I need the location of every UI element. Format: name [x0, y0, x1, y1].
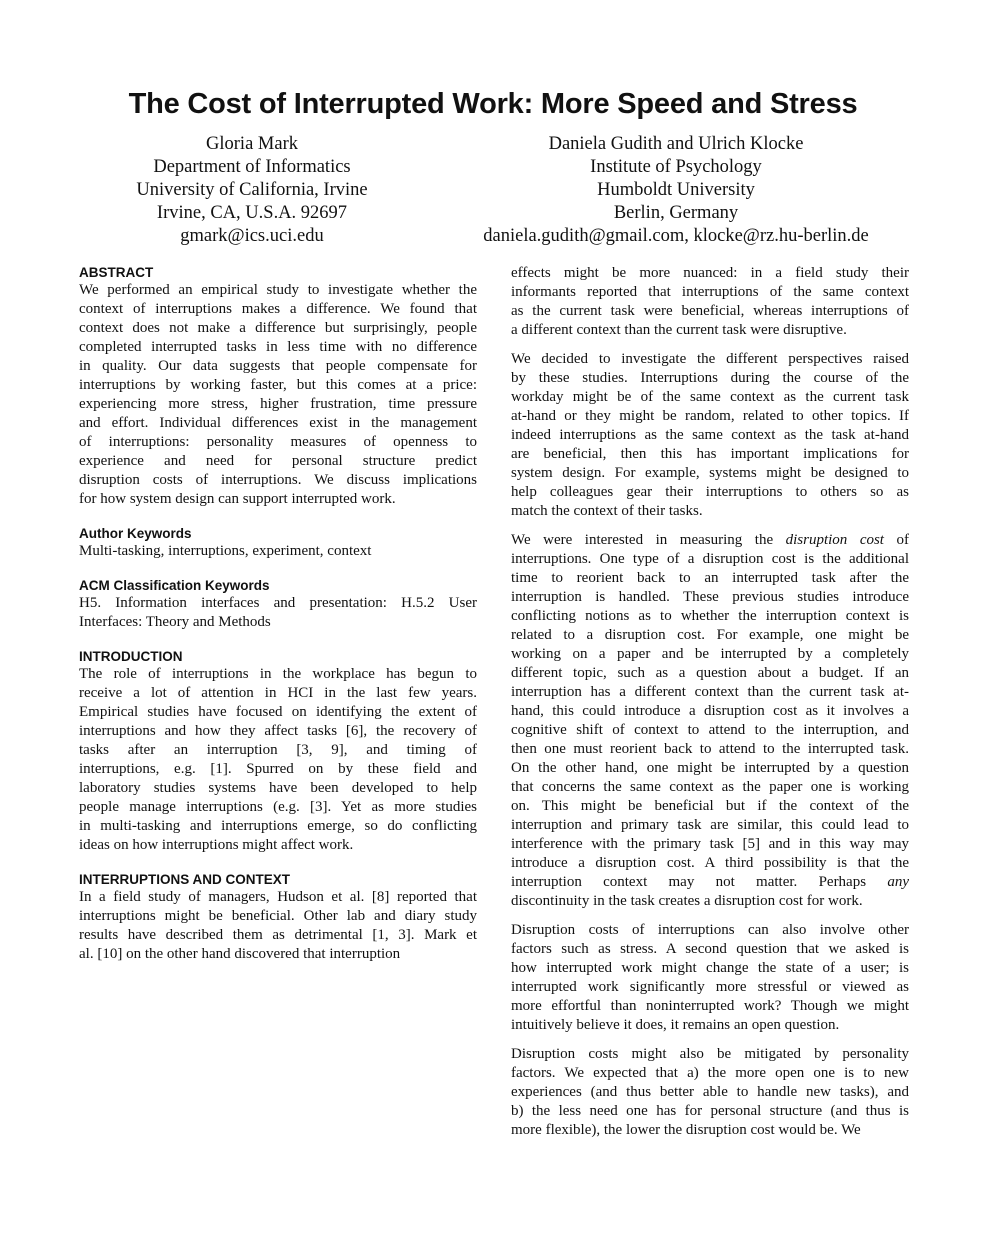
author-block-1	[102, 133, 402, 248]
text-line: disruption costs of interruptions. We discuss implications	[79, 472, 477, 488]
paper-title: The Cost of Interrupted Work: More Speed and Stress	[128, 88, 858, 120]
text-line: interruptions and how they affect tasks [6], the recovery of	[79, 723, 477, 739]
text-line: Interfaces: Theory and Methods	[79, 614, 271, 630]
section-heading: ABSTRACT	[79, 265, 154, 280]
text-line: that concerns the same context as the paper one is working	[511, 779, 909, 795]
text-line: Disruption costs of interruptions can also involve other	[511, 922, 909, 938]
text-line: a different context than the current task were disruptive.	[511, 322, 847, 338]
text-line: in multi-tasking and interruptions emerge, so do conflicting	[79, 818, 477, 834]
text-line: for how system design can support interrupted work.	[79, 491, 396, 507]
section-body	[79, 665, 477, 855]
text-line: indeed interruptions as the same context as the task at-hand	[511, 427, 909, 443]
section-heading: Author Keywords	[79, 526, 192, 541]
author-location: Berlin, Germany	[613, 203, 739, 223]
section-body	[79, 888, 477, 964]
text-line: time to reorient back to an interrupted task after the	[511, 570, 909, 586]
text-line: of interruptions: personality measures of openness to	[79, 434, 477, 450]
text-line: hand, this could introduce a disruption cost as it involves a	[511, 703, 909, 719]
text-line: interruptions might be beneficial. Other lab and diary study	[79, 908, 477, 924]
text-line: interruptions by working faster, but this comes at a price:	[79, 377, 477, 393]
text-line: working on a paper and be interrupted by a completely	[511, 646, 909, 662]
author-department: Institute of Psychology	[590, 157, 762, 177]
text-line: Disruption costs might also be mitigated by personality	[511, 1046, 909, 1062]
text-line: context does not make a difference but surprisingly, people	[79, 320, 477, 336]
text-line: informants reported that interruptions of the same context	[511, 284, 909, 300]
section-body	[79, 594, 477, 632]
text-line: results have described them as detrimental [1, 3]. Mark et	[79, 927, 477, 943]
text-line: workday might be of the same context as the current task	[511, 389, 909, 405]
text-line: In a field study of managers, Hudson et al. [8] reported that	[79, 889, 477, 905]
text-line: context of interruptions makes a difference. We found that	[79, 301, 477, 317]
paragraph	[511, 921, 909, 1035]
text-line: experience and need for personal structure predict	[79, 453, 477, 469]
author-name: Daniela Gudith and Ulrich Klocke	[548, 134, 804, 154]
text-line: at-hand or they might be random, related to other topics. If	[511, 408, 909, 424]
text-line: interruptions, e.g. [1]. Spurred on by these field and	[79, 761, 477, 777]
text-line: intuitively believe it does, it remains an open question.	[511, 1017, 840, 1033]
text-line: We performed an empirical study to investigate whether the	[79, 282, 477, 298]
right-column	[511, 264, 909, 1150]
text-line: conflicting notions as to whether the interruption context is	[511, 608, 909, 624]
text-line: receive a lot of attention in HCI in the last few years.	[79, 685, 477, 701]
text-line: on. This might be beneficial but if the context of the	[511, 798, 909, 814]
text-line: H5. Information interfaces and presentation: H.5.2 User	[79, 595, 477, 611]
text-line: in quality. Our data suggests that people compensate for	[79, 358, 477, 374]
author-university: Humboldt University	[597, 180, 755, 200]
author-block-2	[456, 133, 896, 248]
text-line: interruption and primary task are similar, this could lead to	[511, 817, 909, 833]
section-heading: ACM Classification Keywords	[79, 578, 270, 593]
author-name: Gloria Mark	[206, 134, 298, 154]
text-line: factors such as stress. A second question that we asked is	[511, 941, 909, 957]
left-column	[79, 264, 477, 980]
text-line: ideas on how interruptions might affect work.	[79, 837, 354, 853]
text-line: interruption has a different context than the current task at-	[511, 684, 909, 700]
text-line: different topic, such as a question about a budget. If an	[511, 665, 909, 681]
text-line: system design. For example, systems might be designed to	[511, 465, 909, 481]
text-line: then one must reorient back to attend to the interrupted task.	[511, 741, 909, 757]
text-line: Multi-tasking, interruptions, experiment, context	[79, 543, 372, 559]
text-line: and effort. Individual differences exist in the management	[79, 415, 477, 431]
text-line: match the context of their tasks.	[511, 503, 703, 519]
text-line: discontinuity in the task creates a disruption cost for work.	[511, 893, 863, 909]
paragraph	[511, 531, 909, 911]
text-line: We were interested in measuring the disruption cost of	[511, 532, 909, 548]
text-line: al. [10] on the other hand discovered that interruption	[79, 946, 401, 962]
section-body	[79, 281, 477, 509]
text-line: people manage interruptions (e.g. [3]. Yet as more studies	[79, 799, 477, 815]
paragraph	[511, 1045, 909, 1140]
author-location: Irvine, CA, U.S.A. 92697	[156, 203, 348, 223]
text-line: tasks after an interruption [3, 9], and timing of	[79, 742, 477, 758]
section-heading: INTERRUPTIONS AND CONTEXT	[79, 872, 291, 887]
text-line: interruption is handled. These previous studies introduce	[511, 589, 909, 605]
text-line: are beneficial, then this has important implications for	[511, 446, 909, 462]
text-line: related to a disruption cost. For example, one might be	[511, 627, 909, 643]
author-email: daniela.gudith@gmail.com, klocke@rz.hu-berlin.de	[483, 226, 869, 246]
text-line: interruption context may not matter. Perhaps any	[511, 874, 909, 890]
text-line: b) the less need one has for personal structure (and thus is	[511, 1103, 909, 1119]
paragraph	[511, 350, 909, 521]
text-line: interrupted work significantly more stressful or viewed as	[511, 979, 909, 995]
text-line: effects might be more nuanced: in a field study their	[511, 265, 909, 281]
text-line: laboratory studies systems have been developed to help	[79, 780, 477, 796]
author-email: gmark@ics.uci.edu	[180, 226, 324, 246]
text-line: factors. We expected that a) the more open one is to new	[511, 1065, 909, 1081]
text-line: help colleagues gear their interruptions to others so as	[511, 484, 909, 500]
text-line: cognitive shift of context to attend to the interruption, and	[511, 722, 909, 738]
text-line: The role of interruptions in the workplace has begun to	[79, 666, 477, 682]
text-line: by these studies. Interruptions during the course of the	[511, 370, 909, 386]
text-line: interference with the primary task [5] and in this way may	[511, 836, 909, 852]
section-body	[79, 542, 477, 561]
paragraph	[511, 264, 909, 340]
text-line: We decided to investigate the different perspectives raised	[511, 351, 909, 367]
text-line: interruptions. One type of a disruption cost is the additional	[511, 551, 909, 567]
text-line: Empirical studies have focused on identifying the extent of	[79, 704, 477, 720]
text-line: as the current task were beneficial, whereas interruptions of	[511, 303, 909, 319]
text-line: experiences (and thus better able to handle new tasks), and	[511, 1084, 909, 1100]
text-line: more effortful than noninterrupted work? Though we might	[511, 998, 909, 1014]
text-line: introduce a disruption cost. A third possibility is that the	[511, 855, 909, 871]
author-department: Department of Informatics	[153, 157, 351, 177]
text-line: how interrupted work might change the state of a user; is	[511, 960, 909, 976]
section-heading: INTRODUCTION	[79, 649, 183, 664]
text-line: completed interrupted tasks in less time with no difference	[79, 339, 477, 355]
text-line: experiencing more stress, higher frustration, time pressure	[79, 396, 477, 412]
text-line: On the other hand, one might be interrupted by a question	[511, 760, 909, 776]
author-university: University of California, Irvine	[136, 180, 368, 200]
text-line: more flexible), the lower the disruption cost would be. We	[511, 1122, 861, 1138]
